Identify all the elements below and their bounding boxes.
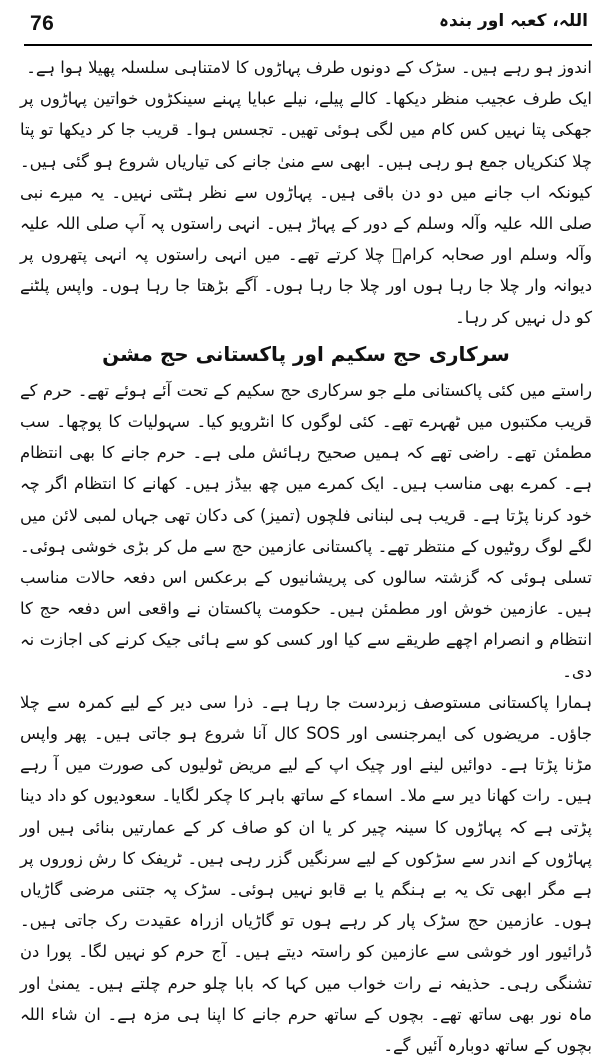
page-header <box>26 10 590 40</box>
running-title: اللہ، کعبہ اور بندہ <box>439 11 588 31</box>
body-text <box>20 52 592 1061</box>
paragraph: ایک طرف عجیب منظر دیکھا۔ کالے پیلے، نیلے عبایا پہنے سینکڑوں خواتین پہاڑوں پر جھکی پتا نہیں کس کام میں لگی ہوئی تھیں۔ تجسس ہوا۔ قریب جا کر دیکھا تو پتا چلا کنکریاں جمع ہو رہی ہیں۔ ابھی سے منیٰ جانے کی تیاریاں شروع ہو گئی ہیں۔ کیونکہ اب جانے میں دو دن باقی ہیں۔ پہاڑوں سے نظر ہٹتی نہیں۔ یہ میرے نبی صلی اللہ علیہ وآلہ وسلم کے دور کے پہاڑ ہیں۔ انہی راستوں پہ آپ صلی اللہ علیہ وآلہ وسلم اور صحابہ کرامؓ چلا کرتے تھے۔ میں انہی راستوں پہ انہی پتھروں پر دیوانہ وار چلا جا رہا ہوں اور چلا جا رہا ہوں۔ آگے بڑھتا جا رہا ہوں۔ واپس پلٹنے کو دل نہیں کر رہا۔ <box>20 89 592 327</box>
header-rule <box>24 44 592 46</box>
page-number: 76 <box>30 12 55 35</box>
paragraph: راستے میں کئی پاکستانی ملے جو سرکاری حج سکیم کے تحت آئے ہوئے تھے۔ حرم کے قریب مکتبوں میں ٹھہرے تھے۔ کئی لوگوں کا انٹرویو کیا۔ سہولیات کا پوچھا۔ سب مطمئن تھے۔ راضی تھے کہ ہمیں صحیح رہائش ملی ہے۔ حرم جانے کا بھی انتظام ہے۔ کمرے بھی مناسب ہیں۔ ایک کمرے میں چھ بیڈز ہیں۔ کھانے کا انتظام اگر چہ خود کرنا پڑتا ہے۔ قریب ہی لبنانی فلچوں (تمیز) کی دکان تھی جہاں لمبی لائن میں لگے لوگ روٹیوں کے منتظر تھے۔ پاکستانی عازمین حج سے مل کر بڑی خوشی ہوئی۔ تسلی ہوئی کہ گزشتہ سالوں کی پریشانیوں کے برعکس اس دفعہ حالات مناسب ہیں۔ عازمین خوش اور مطمئن ہیں۔ حکومت پاکستان نے واقعی اس دفعہ حج کا انتظام و انصرام اچھے طریقے سے کیا اور کسی کو سے ہائی جیک کرنے کی اجازت نہ دی۔ <box>20 380 592 681</box>
paragraph: ہمارا پاکستانی مستوصف زبردست جا رہا ہے۔ ذرا سی دیر کے لیے کمرہ سے چلا جاؤں۔ مریضوں کی ایمرجنسی اور SOS کال آنا شروع ہو جاتی ہیں۔ پھر واپس مڑنا پڑتا ہے۔ دوائیں لینے اور چیک اپ کے لیے مریض ٹولیوں کی صورت میں آ رہے ہیں۔ رات کھانا دیر سے ملا۔ اسماء کے ساتھ باہر کا چکر لگایا۔ سعودیوں کو داد دینا پڑتی ہے کہ پہاڑوں کا سینہ چیر کر یا ان کو صاف کر کے عمارتیں بنائی ہیں اور پہاڑوں کے اندر سے سڑکوں کے لیے سرنگیں گزر رہی ہیں۔ ٹریفک کا رش زوروں پر ہے مگر ابھی تک یہ بے ہنگم یا بے قابو نہیں ہوئی۔ سڑک پہ جتنی مرضی گاڑیاں ہوں۔ عازمین حج سڑک پار کر رہے ہوں تو گاڑیاں ازراہ عقیدت رک جاتی ہیں۔ ڈرائیور اور خوشی سے عازمین کو راستہ دیتے ہیں۔ آج حرم کو نہیں لگا۔ پورا دن تشنگی رہی۔ حذیفہ نے رات خواب میں کہا کہ بابا چلو حرم چلتے ہیں۔ یمنیٰ اور ماہ نور بھی ساتھ تھے۔ بچوں کے ساتھ حرم جانے کا اپنا ہی مزہ ہے۔ ان شاء اللہ بچوں کے ساتھ دوبارہ آئیں گے۔ <box>20 692 593 1056</box>
paragraph: اندوز ہو رہے ہیں۔ سڑک کے دونوں طرف پہاڑوں کا لامتناہی سلسلہ پھیلا ہوا ہے۔ <box>26 58 592 77</box>
section-heading: سرکاری حج سکیم اور پاکستانی حج مشن <box>102 341 510 366</box>
